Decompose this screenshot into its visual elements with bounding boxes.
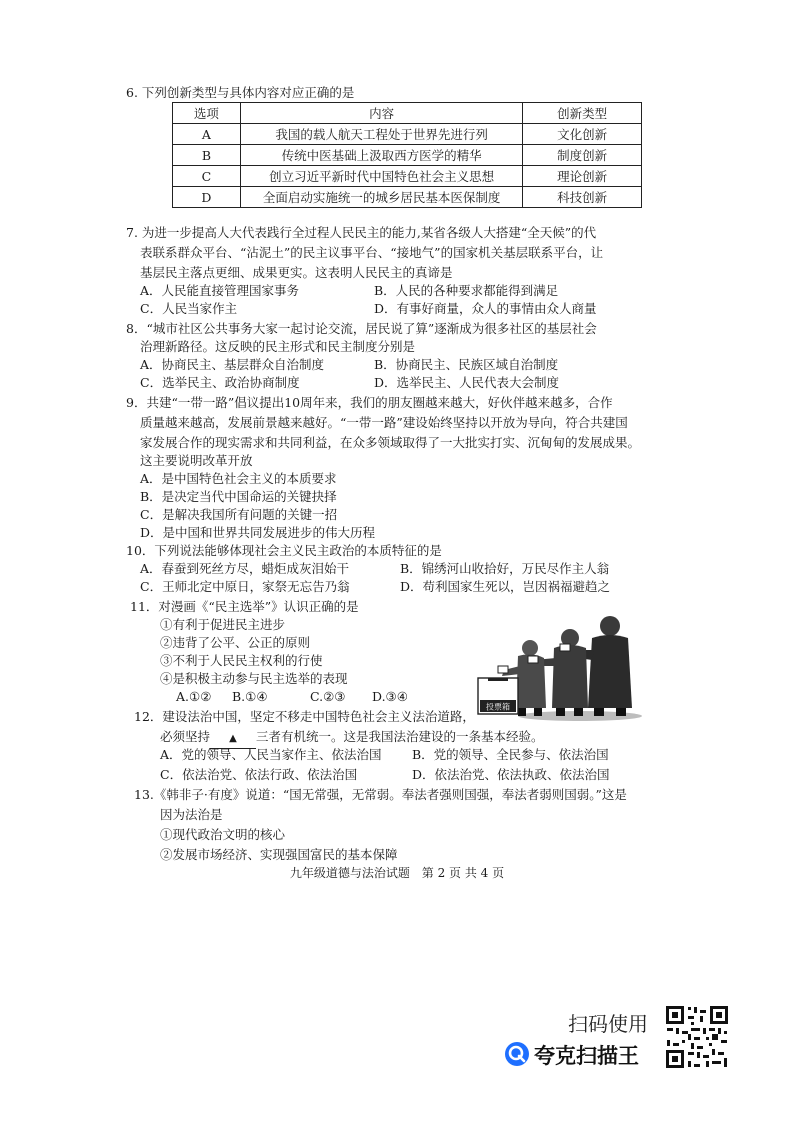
table-cell: 我国的载人航天工程处于世界先进行列 [240,124,523,145]
q13-item: ②发展市场经济、实现强国富民的基本保障 [160,847,398,862]
table-row [173,187,642,208]
q9-option-a: A．是中国特色社会主义的本质要求 [140,471,337,486]
q10-option-c: C．王师北定中原日，家祭无忘告乃翁 [140,579,350,594]
q9-line: 9．共建“一带一路”倡议提出10周年来，我们的朋友圈越来越大，好伙伴越来越多，合作 [126,395,613,410]
q12-line2-prefix: 必须坚持 [160,729,211,744]
q10-stem: 10．下列说法能够体现社会主义民主政治的本质特征的是 [126,543,442,558]
q9-option-b: B．是决定当代中国命运的关键抉择 [140,489,337,504]
q12-option-c: C．依法治党、依法行政、依法治国 [160,767,358,782]
q8-option-c: C．选举民主、政治协商制度 [140,375,300,390]
q7-option-d: D．有事好商量，众人的事情由众人商量 [374,301,597,316]
page-footer [0,864,794,881]
q9-option-d: D．是中国和世界共同发展进步的伟大历程 [140,525,376,540]
q10-option-a: A．春蚕到死丝方尽，蜡炬成灰泪始干 [140,561,350,576]
table-row [173,166,642,187]
q13-line: 因为法治是 [160,807,223,822]
table-cell: 理论创新 [523,166,642,187]
qr-code-icon[interactable] [664,1004,730,1070]
table-cell: C [173,166,241,187]
table-cell: 全面启动实施统一的城乡居民基本医保制度 [240,187,523,208]
q7-option-b: B．人民的各种要求都能得到满足 [374,283,559,298]
table-cell: D [173,187,241,208]
q11-option-d: D.③④ [372,689,408,704]
q8-option-b: B．协商民主、民族区域自治制度 [374,357,559,372]
q6-stem: 6. 下列创新类型与具体内容对应正确的是 [126,85,355,100]
q9-line: 家发展合作的现实需求和共同利益，在众多领域取得了一大批实打实、沉甸甸的发展成果。 [140,435,641,450]
q10-option-d: D．苟利国家生死以，岂因祸福避趋之 [400,579,611,594]
table-row [173,124,642,145]
q12-line2-suffix: 三者有机统一。这是我国法治建设的一条基本经验。 [256,729,544,744]
footer-title: 九年级道德与法治试题 [289,866,410,880]
q7-line: 7. 为进一步提高人大代表践行全过程人民民主的能力,某省各级人大搭建“全天候”的代 [126,225,597,240]
scan-to-use-text: 扫码使用 [568,1012,648,1036]
q13-line: 13.《韩非子·有度》说道：“国无常强，无常弱。奉法者强则国强，奉法者弱则国弱。”这是 [134,787,627,802]
table-header: 选项 [173,103,241,124]
q11-item: ④是积极主动参与民主选举的表现 [160,671,348,686]
table-header: 创新类型 [523,103,642,124]
q8-line: 8．“城市社区公共事务大家一起讨论交流，居民说了算”逐渐成为很多社区的基层社会 [126,321,597,336]
q11-item: ③不利于人民民主权利的行使 [160,653,323,668]
q8-option-a: A．协商民主、基层群众自治制度 [140,357,325,372]
table-cell: A [173,124,241,145]
q8-line: 治理新路径。这反映的民主形式和民主制度分别是 [140,339,416,354]
q11-option-b: B.①④ [232,689,268,704]
q12-option-d: D．依法治党、依法执政、依法治国 [412,767,610,782]
q8-option-d: D．选举民主、人民代表大会制度 [374,375,560,390]
q12-option-b: B．党的领导、全民参与、依法治国 [412,747,609,762]
quark-logo-icon [504,1041,530,1067]
table-cell: 制度创新 [523,145,642,166]
q7-line: 基层民主落点更细、成果更实。这表明人民民主的真谛是 [140,265,453,280]
table-cell: 科技创新 [523,187,642,208]
q12-line: 12．建设法治中国，坚定不移走中国特色社会主义法治道路， [134,709,475,724]
q11-item: ①有利于促进民主进步 [160,617,286,632]
q6-table [172,102,642,208]
table-row [173,145,642,166]
footer-page: 第 2 页 共 4 页 [421,866,505,880]
table-cell: B [173,145,241,166]
q7-line: 表联系群众平台、“沾泥土”的民主议事平台、“接地气”的国家机关基层联系平台，让 [140,245,604,260]
quark-scanner-brand: 夸克扫描王 [534,1044,639,1068]
q7-option-c: C．人民当家作主 [140,301,238,316]
q9-line: 这主要说明改革开放 [140,453,253,468]
q11-stem: 11．对漫画《“民主选举”》认识正确的是 [130,599,359,614]
q11-item: ②违背了公平、公正的原则 [160,635,311,650]
election-cartoon [470,604,646,722]
q11-option-c: C.②③ [310,689,346,704]
q7-option-a: A．人民能直接管理国家事务 [140,283,300,298]
q9-option-c: C．是解决我国所有问题的关键一招 [140,507,338,522]
blank-marker: ▲ [229,733,237,744]
ballot-box-label: 投票箱 [486,702,510,712]
table-header-row [173,103,642,124]
q9-line: 质量越来越高，发展前景越来越好。“一带一路”建设始终坚持以开放为导向，符合共建国 [140,415,628,430]
q10-option-b: B．锦绣河山收拾好，万民尽作主人翁 [400,561,610,576]
q12-option-a: A．党的领导、人民当家作主、依法治国 [160,747,382,762]
table-cell: 文化创新 [523,124,642,145]
q13-item: ①现代政治文明的核心 [160,827,286,842]
table-header: 内容 [240,103,523,124]
q11-option-a: A.①② [176,689,212,704]
table-cell: 创立习近平新时代中国特色社会主义思想 [240,166,523,187]
table-cell: 传统中医基础上汲取西方医学的精华 [240,145,523,166]
